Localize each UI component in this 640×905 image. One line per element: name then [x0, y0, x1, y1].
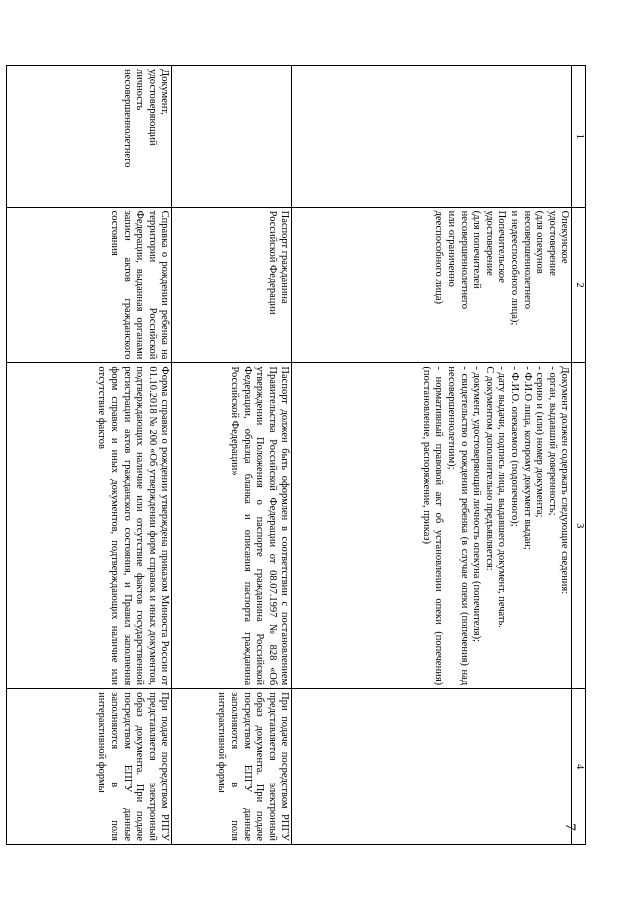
cell-text-line: и недееспособного лица); [509, 210, 521, 326]
cell-r3-c2 [7, 207, 172, 363]
cell-text-line: - серию и (или) номер документа; [534, 366, 546, 518]
table-row-birth-certificate [7, 66, 172, 845]
cell-text-line: Опекунское [559, 210, 571, 264]
cell-r3-c3 [7, 363, 172, 689]
cell-r1-c4 [292, 689, 572, 845]
cell-r2-c1 [172, 66, 292, 208]
cell-text-line: Документ должен содержать следующие сведения: [559, 366, 571, 595]
cell-text-line: личность [134, 69, 146, 111]
cell-text-line: (для попечителей [471, 210, 483, 289]
cell-text-line: - Ф.И.О. опекаемого (подопечного); [509, 366, 521, 527]
cell-text-line: удостоверение [483, 210, 495, 276]
cell-text-line: (для опекунов [534, 210, 546, 274]
cell-text-line: - нормативный правовой акт об установлении опеки (попечения) (постановление, распоряжение, приказ) [420, 366, 445, 686]
header-col-4: 4 [572, 689, 586, 845]
cell-r1-c1 [292, 66, 572, 208]
cell-text-line: Паспорт должен быть оформлен в соответствии с постановлением Правительства Российской Федерации от 08.07.1997 № 828 «Об утверждении Положения о паспорте гражданина Российской Федерации, образца бланка и описания паспорта гражданина Российской Федерации» [229, 366, 291, 686]
cell-text-line: Форма справки о рождении утверждена приказом Минюста России от 01.10.2018 № 200 «Об утверждении форм справок и иных документов, подтверждающих наличие или отсутствие фактов государственной регистрации актов гражданского состояния, и Правил заполнения форм справок и иных документов, подтверждающих наличие или отсутствие фактов [96, 366, 171, 686]
header-col-2: 2 [572, 207, 586, 363]
cell-text-line: несовершеннолетнего [521, 210, 533, 310]
table-row-passport [172, 66, 292, 845]
cell-text-line: Паспорт гражданина [279, 210, 291, 304]
cell-text-line: удостоверяющий [146, 69, 158, 146]
cell-r2-c4 [172, 689, 292, 845]
header-row [572, 66, 586, 845]
cell-text-line: - документ, удостоверяющий личность опекуна (попечителя); [471, 366, 483, 642]
cell-text-line: Российской Федерации [266, 210, 278, 315]
cell-r1-c3 [292, 363, 572, 689]
cell-text-line: - Ф.И.О лица, которому документ выдан; [521, 366, 533, 550]
rotated-table-wrapper [6, 65, 586, 845]
cell-text-line: - свидетельство о рождении ребенка (в случае опеки (попечения) над несовершеннолетним); [446, 366, 470, 686]
cell-text-line: несовершеннолетнего [458, 210, 470, 310]
cell-r3-c4 [7, 689, 172, 845]
cell-text-line: дееспособного лица) [433, 210, 445, 305]
cell-r2-c3 [172, 363, 292, 689]
page-number: 7 [562, 823, 578, 831]
cell-text-line: Документ, [159, 69, 171, 115]
cell-text-line: При подаче посредством РПГУ представляется электронный образ документа. При подаче посредством ЕПГУ данные заполняются в поля интерактивной формы [216, 692, 291, 841]
cell-text-line: - орган, выдавший доверенность; [546, 366, 558, 516]
cell-r3-c1 [7, 66, 172, 208]
cell-text-line: несовершеннолетнего [121, 69, 133, 168]
header-col-3: 3 [572, 363, 586, 689]
document-table [6, 65, 586, 845]
header-col-1: 1 [572, 66, 586, 208]
cell-r1-c2 [292, 207, 572, 363]
cell-text-line: Справка о рождении ребенка на территории Российской Федерации, выданная органами записи актов гражданского состояния [109, 210, 171, 360]
cell-text-line: При подаче посредством РПГУ представляется электронный образ документа. При подаче посредством ЕПГУ данные заполняются в поля интерактивной формы [96, 692, 171, 841]
cell-text-line: С документом дополнительно предъявляется: [483, 366, 495, 571]
cell-text-line: Попечительское [496, 210, 508, 283]
cell-text-line: - дату выдачи, подпись лица, выдавшего документ, печать. [496, 366, 508, 628]
cell-r2-c2 [172, 207, 292, 363]
cell-text-line: удостоверение [546, 210, 558, 276]
table-row-guardian [292, 66, 572, 845]
cell-text-line: или ограниченно [446, 210, 458, 287]
